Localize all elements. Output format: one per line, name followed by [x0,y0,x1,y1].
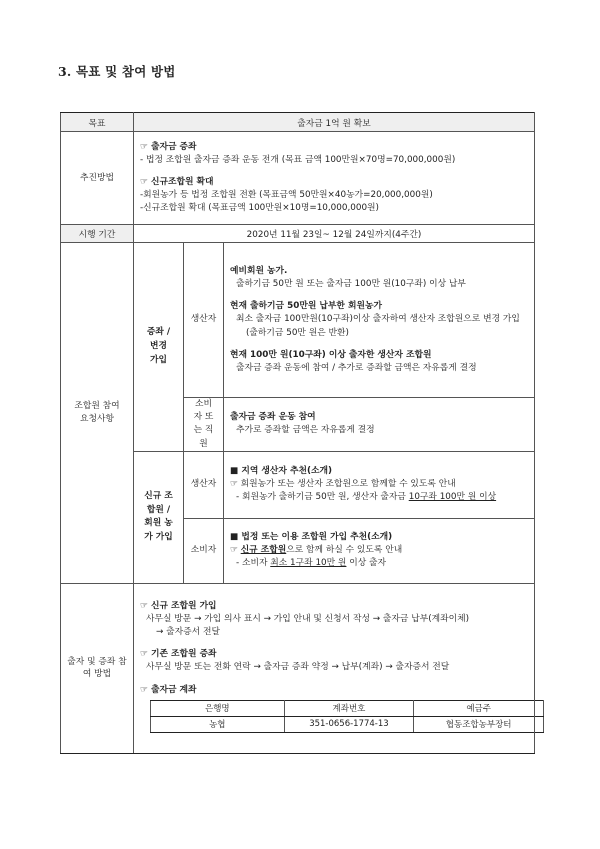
period-label: 시행 기간 [61,225,134,243]
participation-table [60,112,535,754]
goal-row [61,113,535,132]
account-header-cell: 계좌번호 [284,700,414,716]
strategy-label: 추진방법 [61,132,134,225]
producer-item-title: 현재 100만 원(10구좌) 이상 출자한 생산자 조합원 [230,349,432,360]
increase-label: 증좌 / 변경 가입 [134,243,184,452]
account-table [150,700,544,733]
goal-value: 출자금 1억 원 확보 [134,113,535,132]
account-number[interactable]: 351-0656-1774-13 [284,716,414,732]
method-content [134,583,535,753]
method-item-line: 사무실 방문 또는 전화 연락 → 출자금 증좌 약정 → 납부(계좌) → 출자증서 전달 [146,662,450,673]
method-label: 출자 및 증좌 참여 방법 [61,583,134,753]
account-header-cell: 예금주 [414,700,544,716]
section-title: 3. 목표 및 참여 방법 [58,64,176,79]
method-item-title: ☞ 기존 조합원 증좌 [140,649,217,660]
strategy-item-title: ☞ 출자금 증좌 [140,141,197,152]
method-item-title: ☞ 신규 조합원 가입 [140,600,217,611]
account-header-cell: 은행명 [151,700,285,716]
producer-item-line: 출자금 증좌 운동에 참여 / 추가로 증좌할 금액은 자유롭게 결정 [236,362,477,373]
account-row [151,716,544,732]
requests-label: 조합원 참여 요청사항 [61,243,134,584]
strategy-content [134,132,535,225]
goal-label: 목표 [61,113,134,132]
strategy-item-line: -회원농가 등 법정 조합원 전환 (목표금액 50만원×40농가=20,000,000원) [140,190,433,201]
increase-producer-label: 생산자 [184,243,224,398]
method-item-line: 사무실 방문 → 가입 의사 표시 → 가입 안내 및 신청서 작성 → 출자금 납부(계좌이체) [146,613,470,624]
bank-name: 농협 [151,716,285,732]
increase-producer-row [61,243,535,398]
producer-item-line: 출하기금 50만 원 또는 출자금 100만 원(10구좌) 이상 납부 [236,279,466,290]
new-consumer-line: - 소비자 최소 1구좌 10만 원 이상 출자 [236,558,387,569]
new-producer-content [224,451,535,518]
new-producer-title: ■ 지역 생산자 추천(소개) [230,465,333,476]
account-header-row [151,700,544,716]
producer-item-line: 최소 출자금 100만원(10구좌)이상 출자하여 생산자 조합원으로 변경 가입 [236,314,520,325]
account-title: ☞ 출자금 계좌 [140,684,197,695]
new-consumer-title: ■ 법정 또는 이용 조합원 가입 추천(소개) [230,531,393,542]
period-row [61,225,535,243]
new-producer-line: - 회원농가 출하기금 50만 원, 생산자 출자금 10구좌 100만 원 이상 [236,492,497,503]
increase-consumer-content [224,398,535,452]
producer-item-line: (출하기금 50만 원은 반환) [246,327,349,338]
period-value: 2020년 11월 23일~ 12월 24일까지(4주간) [134,225,535,243]
method-row [61,583,535,753]
increase-producer-content [224,243,535,398]
new-producer-line: ☞ 회원농가 또는 생산자 조합원으로 함께할 수 있도록 안내 [230,479,456,490]
new-producer-label: 생산자 [184,451,224,518]
new-consumer-content [224,518,535,583]
consumer-item-title: 출자금 증좌 운동 참여 [230,412,316,423]
producer-item-title: 현재 출하기금 50만원 납부한 회원농가 [230,301,382,312]
increase-consumer-label: 소비자 또는 직원 [184,398,224,452]
account-holder: 협동조합농부장터 [414,716,544,732]
new-member-label: 신규 조합원 / 회원 농가 가입 [134,451,184,583]
new-consumer-line: ☞ 신규 조합원으로 함께 하실 수 있도록 안내 [230,545,403,556]
new-consumer-label: 소비자 [184,518,224,583]
strategy-item-line: - 법정 조합원 출자금 증좌 운동 전개 (목표 금액 100만원×70명=70,000,000원) [140,154,456,165]
consumer-item-line: 추가로 증좌할 금액은 자유롭게 결정 [236,425,375,436]
strategy-item-line: -신규조합원 확대 (목표금액 100만원×10명=10,000,000원) [140,203,379,214]
producer-item-title: 예비회원 농가. [230,265,288,276]
strategy-item-title: ☞ 신규조합원 확대 [140,176,214,187]
method-item-line: → 출자증서 전달 [156,627,220,638]
strategy-row [61,132,535,225]
